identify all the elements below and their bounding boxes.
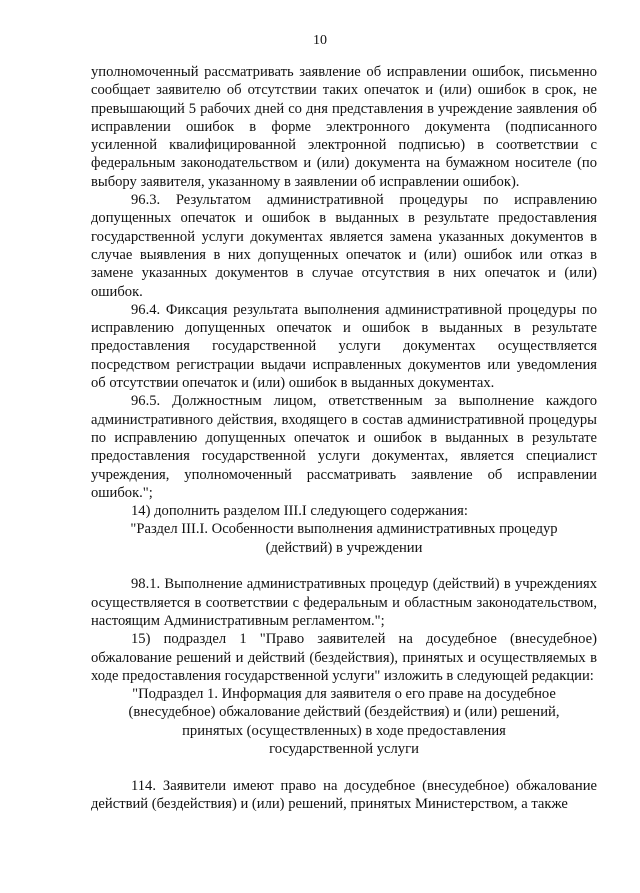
subsection-heading-1-line4: государственной услуги [269,740,419,757]
paragraph-96-3: 96.3. Результатом административной процедуры по исправлению допущенных опечаток и ошибок в выданных в результате предоставления государственной услуги документах является замена указанных документов в случае выявления в них допущенных опечаток и (или) ошибок или отказ в замене указанных документов в случае отсутствия в них опечаток и (или) ошибок. [91,192,597,300]
paragraph-96-4: 96.4. Фиксация результата выполнения административной процедуры по исправлению допущенных опечаток и ошибок в выданных в результате предоставления государственной услуги документах осуществляется посредством регистрации выдачи исправленных документов или уведомления об отсутствии опечаток и (или) ошибок в выданных документах. [91,301,597,392]
paragraph-96-5: 96.5. Должностным лицом, ответственным за выполнение каждого административного действия, входящего в состав административной процедуры по исправлению допущенных опечаток и ошибок в выданных в результате предоставления государственной услуги документах, является специалист учреждения, уполномоченный рассматривать заявление об исправлении ошибок."; [91,393,597,501]
blank-line [91,557,597,575]
subsection-heading-1-line3: принятых (осуществленных) в ходе предоставления [182,722,506,739]
paragraph-114: 114. Заявители имеют право на досудебное (внесудебное) обжалование действий (бездействия) и (или) решений, принятых Министерством, а также [91,777,597,812]
subsection-heading-1 [91,685,597,758]
blank-line [91,758,597,776]
paragraph-continuation: уполномоченный рассматривать заявление об исправлении ошибок, письменно сообщает заявителю об отсутствии таких опечаток и (или) ошибок в срок, не превышающий 5 рабочих дней со дня представления в учреждение заявления об исправлении ошибок в форме электронного документа (подписанного усиленной квалифицированной электронной подписью) в соответствии с федеральным законодательством и (или) документа на бумажном носителе (по выбору заявителя, указанному в заявлении об исправлении ошибок). [91,64,597,190]
page-number: 10 [313,33,327,48]
paragraph-amendment-14: 14) дополнить разделом III.I следующего содержания: [131,503,468,520]
paragraph-amendment-15: 15) подраздел 1 "Право заявителей на досудебное (внесудебное) обжалование решений и действий (бездействия), принятых и осуществляемых в ходе предоставления государственной услуги" изложить в следующей редакции: [91,631,597,684]
section-heading-3-1-line2: (действий) в учреждении [265,539,423,556]
paragraph-98-1: 98.1. Выполнение административных процедур (действий) в учреждениях осуществляется в соответствии с федеральным и областным законодательством, настоящим Административным регламентом."; [91,576,597,629]
section-heading-3-1 [91,520,597,557]
document-body [91,63,597,813]
subsection-heading-1-line2: (внесудебное) обжалование действий (бездействия) и (или) решений, [128,704,560,721]
section-heading-3-1-line1: "Раздел III.I. Особенности выполнения административных процедур [130,521,558,538]
subsection-heading-1-line1: "Подраздел 1. Информация для заявителя о его праве на досудебное [132,686,556,703]
